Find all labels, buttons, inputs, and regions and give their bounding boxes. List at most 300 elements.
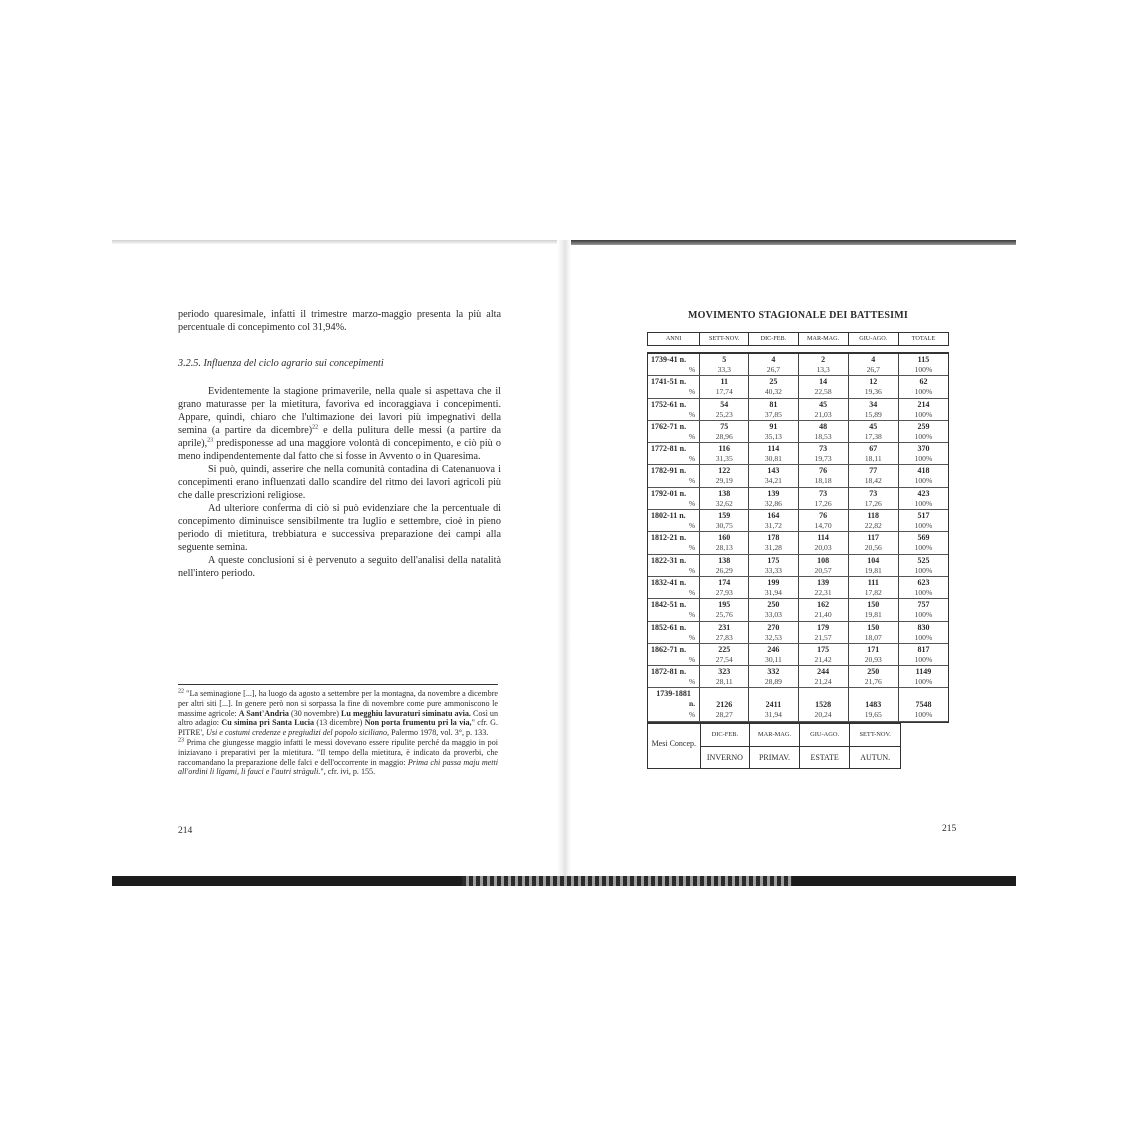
row-value-cell <box>799 666 849 687</box>
row-count: 225 <box>718 644 731 654</box>
row-value-cell <box>799 421 849 442</box>
row-percent: 33,03 <box>764 610 782 620</box>
total-percent: 31,94 <box>764 710 782 720</box>
legend-season-2: PRIMAV. <box>758 752 791 762</box>
row-count: 332 <box>767 667 780 677</box>
header-totale: TOTALE <box>911 335 936 342</box>
row-percent: 100% <box>914 654 933 664</box>
row-percent: 33,33 <box>764 565 782 575</box>
paragraph-1 <box>178 385 501 463</box>
legend-month-3: GIU-AGO. <box>800 724 850 747</box>
spacer <box>700 688 748 699</box>
legend-month-4: SETT-NOV. <box>850 724 900 747</box>
row-count: 175 <box>767 555 780 565</box>
row-value-cell <box>849 376 899 397</box>
row-percent: 31,28 <box>764 543 782 553</box>
row-count: 757 <box>917 600 930 610</box>
row-count: 116 <box>718 444 731 454</box>
row-years: 1822-31 n. <box>651 555 687 565</box>
row-count: 67 <box>869 444 878 454</box>
paragraph-1-text-c: predisponesse ad una maggiore volontà di concepimento, e ciò più o meno indipendentemente dal fatto che si fosse in Avvento o in Quaresima. <box>178 438 501 462</box>
row-value-cell <box>799 577 849 598</box>
row-value-cell <box>849 644 899 665</box>
row-count: 12 <box>869 377 878 387</box>
row-percent: 26,7 <box>766 365 781 374</box>
row-percent-label: % <box>688 677 696 687</box>
row-count: 323 <box>718 667 731 677</box>
row-count: 5 <box>722 355 727 364</box>
row-years: 1739-41 n. <box>651 355 687 364</box>
row-count: 830 <box>917 622 930 632</box>
row-percent: 18,07 <box>864 632 882 642</box>
row-value-cell <box>700 666 749 687</box>
row-value-cell <box>749 532 798 553</box>
row-years-cell <box>648 421 700 442</box>
row-count: 250 <box>867 667 880 677</box>
total-percent-label: % <box>688 709 696 719</box>
row-percent: 25,76 <box>715 610 733 620</box>
spacer <box>849 688 898 699</box>
row-percent: 34,21 <box>764 476 782 486</box>
row-percent: 18,53 <box>814 431 832 441</box>
row-count: 111 <box>867 577 879 587</box>
row-value-cell <box>899 555 948 576</box>
row-count: 4 <box>771 355 776 364</box>
row-count: 246 <box>767 644 780 654</box>
row-count: 114 <box>767 444 780 454</box>
row-count: 418 <box>917 466 930 476</box>
book-gutter <box>557 240 571 876</box>
row-years-cell <box>648 555 700 576</box>
row-percent: 17,26 <box>814 498 832 508</box>
row-value-cell <box>749 354 798 375</box>
row-value-cell <box>749 465 798 486</box>
page-top-edge-right <box>564 240 1016 245</box>
row-value-cell <box>700 376 749 397</box>
row-value-cell <box>700 465 749 486</box>
row-percent: 26,29 <box>715 565 733 575</box>
row-count: 45 <box>819 399 828 409</box>
row-value-cell <box>700 577 749 598</box>
footnote-ref-23: 23 <box>207 437 214 444</box>
total-count: 2411 <box>765 700 782 710</box>
footnote-22-text-d: Lu megghiu lavuraturi siminatu avia. <box>341 708 471 718</box>
row-value-cell <box>700 532 749 553</box>
table-total-row <box>648 688 948 721</box>
header-giu-ago: GIU-AGO. <box>849 333 899 345</box>
row-value-cell <box>749 488 798 509</box>
row-percent: 33,3 <box>717 365 731 374</box>
row-value-cell <box>799 555 849 576</box>
row-count: 73 <box>869 488 878 498</box>
row-count: 174 <box>718 577 731 587</box>
table-row <box>648 622 948 644</box>
table-row <box>648 465 948 487</box>
row-years-cell <box>648 577 700 598</box>
row-count: 164 <box>767 511 780 521</box>
row-count: 139 <box>817 577 830 587</box>
table-row <box>648 577 948 599</box>
total-value-cell <box>799 688 849 720</box>
row-count: 76 <box>819 466 828 476</box>
paragraph-2: Si può, quindi, asserire che nella comunità contadina di Catenanuova i concepimenti erano influenzati dallo scandire del ritmo dei lavori agricoli più che dalle prescrizioni religiose. <box>178 464 501 501</box>
row-percent: 18,18 <box>814 476 832 486</box>
row-percent: 19,81 <box>864 565 882 575</box>
table-row <box>648 376 948 398</box>
row-value-cell <box>849 555 899 576</box>
row-value-cell <box>749 399 798 420</box>
row-count: 159 <box>718 511 731 521</box>
table-row <box>648 421 948 443</box>
row-value-cell <box>899 465 948 486</box>
row-count: 54 <box>720 399 729 409</box>
row-count: 569 <box>917 533 930 543</box>
total-percent: 28,27 <box>715 710 733 720</box>
left-page-body <box>178 308 501 580</box>
row-value-cell <box>849 510 899 531</box>
footnote-22-text-c: (30 novembre) <box>288 708 342 718</box>
row-count: 2 <box>821 355 826 364</box>
row-count: 76 <box>819 511 828 521</box>
footnote-22-number: 22 <box>178 688 184 695</box>
row-value-cell <box>749 577 798 598</box>
row-value-cell <box>799 510 849 531</box>
table-header-row <box>647 332 949 346</box>
row-percent: 17,82 <box>864 587 882 597</box>
row-count: 175 <box>817 644 830 654</box>
row-value-cell <box>700 421 749 442</box>
row-value-cell <box>700 644 749 665</box>
row-percent: 15,89 <box>864 409 882 419</box>
row-years-cell <box>648 622 700 643</box>
row-years: 1802-11 n. <box>651 511 686 521</box>
row-percent: 27,83 <box>715 632 733 642</box>
row-value-cell <box>799 644 849 665</box>
row-count: 73 <box>819 488 828 498</box>
row-percent: 30,81 <box>764 454 782 464</box>
row-percent: 32,62 <box>715 498 733 508</box>
row-years-cell <box>648 510 700 531</box>
row-percent: 21,76 <box>864 677 882 687</box>
row-count: 91 <box>769 421 778 431</box>
row-count: 525 <box>917 555 930 565</box>
row-value-cell <box>899 354 948 375</box>
paragraph-3: Ad ulteriore conferma di ciò si può evidenziare che la percentuale di concepimento diminuisce sensibilmente tra luglio e settembre, cioè in pieno periodo di mietitura, trebbiatura e successiva preparazione dei campi alla seguente semina. <box>178 503 501 553</box>
spacer <box>799 688 848 699</box>
legend-month-1: DIC-FEB. <box>701 724 750 747</box>
row-years-cell <box>648 532 700 553</box>
total-value-cell <box>749 688 798 720</box>
row-value-cell <box>899 421 948 442</box>
row-value-cell <box>749 421 798 442</box>
total-value-cell <box>700 688 749 720</box>
row-value-cell <box>700 399 749 420</box>
row-years: 1772-81 n. <box>651 444 687 454</box>
row-value-cell <box>899 532 948 553</box>
row-years: 1762-71 n. <box>651 421 687 431</box>
row-years-cell <box>648 399 700 420</box>
total-count: 2126 <box>716 700 733 710</box>
section-title: 3.2.5. Influenza del ciclo agrario sui concepimenti <box>178 358 384 369</box>
row-percent: 100% <box>914 587 933 597</box>
row-percent-label: % <box>688 654 696 664</box>
row-value-cell <box>700 622 749 643</box>
table-body <box>647 352 949 723</box>
row-years: 1832-41 n. <box>651 577 687 587</box>
table-row <box>648 644 948 666</box>
row-value-cell <box>749 443 798 464</box>
paragraph-4: A queste conclusioni si è pervenuto a seguito dell'analisi della natalità nell'intero periodo. <box>178 555 501 579</box>
row-value-cell <box>749 666 798 687</box>
row-value-cell <box>700 555 749 576</box>
row-value-cell <box>849 577 899 598</box>
row-count: 1149 <box>915 667 932 677</box>
footnote-22-text-f: Cu simina pri Santa Lucia <box>221 718 315 728</box>
row-percent-label: % <box>688 587 696 597</box>
row-value-cell <box>799 488 849 509</box>
row-percent: 22,31 <box>814 587 832 597</box>
table-row <box>648 532 948 554</box>
row-percent: 32,86 <box>764 498 782 508</box>
row-percent: 17,38 <box>864 431 882 441</box>
row-value-cell <box>749 622 798 643</box>
row-count: 108 <box>817 555 830 565</box>
legend-season-1: INVERNO <box>706 752 743 762</box>
row-count: 48 <box>819 421 828 431</box>
row-value-cell <box>849 599 899 620</box>
intro-paragraph: periodo quaresimale, infatti il trimestre marzo-maggio presenta la più alta percentuale di concepimento col 31,94%. <box>178 309 501 333</box>
row-value-cell <box>749 555 798 576</box>
row-percent-label: % <box>688 610 696 620</box>
row-years: 1741-51 n. <box>651 377 687 387</box>
table-title: MOVIMENTO STAGIONALE DEI BATTESIMI <box>688 310 908 321</box>
row-percent: 31,72 <box>764 521 782 531</box>
row-percent: 19,81 <box>864 610 882 620</box>
row-count: 139 <box>767 488 780 498</box>
row-years-cell <box>648 666 700 687</box>
row-value-cell <box>700 354 749 375</box>
row-count: 118 <box>867 511 880 521</box>
row-count: 179 <box>817 622 830 632</box>
row-percent-label: % <box>688 387 696 397</box>
legend-season-4: AUTUN. <box>860 752 891 762</box>
row-years: 1792-01 n. <box>651 488 687 498</box>
row-percent: 100% <box>914 610 933 620</box>
row-value-cell <box>799 622 849 643</box>
total-percent: 20,24 <box>814 710 832 720</box>
row-percent: 100% <box>914 431 933 441</box>
row-percent-label: % <box>688 543 696 553</box>
row-value-cell <box>899 443 948 464</box>
row-percent: 19,73 <box>814 454 832 464</box>
row-percent-label: % <box>688 565 696 575</box>
row-years: 1812-21 n. <box>651 533 687 543</box>
total-count: 1483 <box>865 700 882 710</box>
total-value-cell <box>899 688 948 720</box>
row-count: 244 <box>817 667 830 677</box>
row-value-cell <box>899 488 948 509</box>
table-row <box>648 399 948 421</box>
row-percent: 30,11 <box>765 654 782 664</box>
row-percent: 27,93 <box>715 587 733 597</box>
row-value-cell <box>799 532 849 553</box>
row-value-cell <box>899 376 948 397</box>
row-percent: 29,19 <box>715 476 733 486</box>
paragraph-1-text-b: e della pulitura delle messi (a partire da aprile), <box>178 425 502 449</box>
footnote-22-text-a: "La seminagione [...], ha luogo da agosto a settembre per la montagna, da novembre a dicembre per altri siti [...]. In genere però non si sorpassa la fine di novembre come pure ammoniscono le massime agricole: <box>178 689 498 718</box>
paragraph-1-text-a: Evidentemente la stagione primaverile, nella quale si aspettava che il grano maturasse per la mietitura, favoriva ed incoraggiava i concepimenti. Appare, quindi, chiaro che l'ultimazione dei lavori più impegnativi della semina (a partire da dicembre) <box>178 386 501 436</box>
row-percent-label: % <box>688 632 696 642</box>
row-count: 117 <box>867 533 880 543</box>
scanner-edge-stripes <box>462 876 792 886</box>
row-count: 423 <box>917 488 930 498</box>
footnote-22-text-i: " cfr. G. PITRE', <box>178 718 499 738</box>
row-value-cell <box>849 465 899 486</box>
row-value-cell <box>749 376 798 397</box>
row-percent: 21,57 <box>814 632 832 642</box>
footnote-23-text-b: Prima chi passa maju metti all'ordini li ligami, li fauci e l'autri stràguli. <box>178 757 499 777</box>
row-value-cell <box>899 577 948 598</box>
row-count: 114 <box>817 533 829 543</box>
footnote-22-text-k: Palermo 1978, vol. 3°, p. 133. <box>389 728 489 738</box>
row-value-cell <box>749 510 798 531</box>
row-value-cell <box>700 599 749 620</box>
row-value-cell <box>799 376 849 397</box>
legend-label: Mesi Concep. <box>648 724 701 768</box>
row-percent: 18,42 <box>864 476 882 486</box>
legend-col-2 <box>750 724 800 768</box>
row-percent: 14,70 <box>814 521 832 531</box>
row-count: 45 <box>869 421 878 431</box>
row-percent-label: % <box>688 521 696 531</box>
row-percent: 100% <box>914 632 933 642</box>
row-count: 195 <box>718 600 731 610</box>
row-years-cell <box>648 376 700 397</box>
row-percent: 18,11 <box>864 454 882 464</box>
spacer <box>749 688 797 699</box>
total-count: 7548 <box>915 700 932 710</box>
row-percent: 17,26 <box>864 498 882 508</box>
footnote-22-text-b: A Sant'Andria <box>238 708 289 718</box>
footnote-22-text-e: Così un altro adagio: <box>178 708 498 728</box>
row-percent: 28,13 <box>715 543 733 553</box>
row-years: 1872-81 n. <box>651 667 687 677</box>
row-value-cell <box>899 599 948 620</box>
row-percent: 20,03 <box>814 543 832 553</box>
row-percent: 20,93 <box>864 654 882 664</box>
footnote-23-number: 23 <box>178 737 184 744</box>
row-value-cell <box>899 510 948 531</box>
footnote-22 <box>178 689 498 738</box>
row-count: 34 <box>869 399 878 409</box>
table-row <box>648 666 948 688</box>
row-count: 623 <box>917 577 930 587</box>
total-percent: 19,65 <box>864 710 882 720</box>
legend-col-1 <box>701 724 751 768</box>
row-percent: 32,53 <box>764 632 782 642</box>
row-count: 171 <box>867 644 880 654</box>
row-percent: 28,96 <box>715 431 733 441</box>
row-percent: 27,54 <box>715 654 733 664</box>
row-count: 143 <box>767 466 780 476</box>
row-value-cell <box>849 488 899 509</box>
row-count: 214 <box>917 399 930 409</box>
row-count: 150 <box>867 600 880 610</box>
footnote-22-text-g: (13 dicembre) <box>314 718 365 728</box>
row-value-cell <box>849 354 899 375</box>
row-count: 817 <box>917 644 930 654</box>
row-value-cell <box>849 399 899 420</box>
row-count: 81 <box>769 399 778 409</box>
footnote-ref-22: 22 <box>312 424 319 431</box>
total-n-label: n. <box>689 699 696 709</box>
footnote-22-text-j: Usi e costumi credenze e pregiudizi del popolo siciliano, <box>206 728 390 738</box>
row-count: 250 <box>767 600 780 610</box>
legend-month-2: MAR-MAG. <box>750 724 799 747</box>
table-row <box>648 354 948 376</box>
row-years-cell <box>648 354 700 375</box>
row-years: 1782-91 n. <box>651 466 687 476</box>
table-row <box>648 488 948 510</box>
footnote-22-text-h: Non porta frumentu pri la via, <box>364 718 472 728</box>
row-percent-label: % <box>688 476 696 486</box>
row-value-cell <box>799 599 849 620</box>
row-value-cell <box>849 421 899 442</box>
row-percent: 100% <box>914 365 933 374</box>
table-row <box>648 443 948 465</box>
footnote-23 <box>178 738 498 777</box>
season-legend <box>647 723 901 769</box>
row-value-cell <box>899 666 948 687</box>
row-percent: 13,3 <box>816 365 830 374</box>
row-percent: 21,42 <box>814 654 832 664</box>
total-value-cell <box>849 688 899 720</box>
row-percent: 40,32 <box>764 387 782 397</box>
total-count: 1528 <box>815 700 832 710</box>
row-count: 162 <box>817 600 830 610</box>
row-percent: 21,24 <box>814 677 832 687</box>
row-percent: 100% <box>914 387 933 397</box>
row-percent: 26,7 <box>866 365 880 374</box>
row-percent: 37,85 <box>764 409 782 419</box>
row-percent: 30,75 <box>715 521 733 531</box>
row-percent: 100% <box>914 498 933 508</box>
row-percent: 28,11 <box>715 677 733 687</box>
row-years-cell <box>648 644 700 665</box>
row-count: 77 <box>869 466 878 476</box>
row-percent: 28,89 <box>764 677 782 687</box>
row-percent: 21,40 <box>814 610 832 620</box>
row-count: 4 <box>871 355 876 364</box>
row-percent-label: % <box>688 454 696 464</box>
row-years-cell <box>648 488 700 509</box>
row-percent: 100% <box>914 677 933 687</box>
row-count: 115 <box>917 355 930 364</box>
row-percent: 19,36 <box>864 387 882 397</box>
page-number-left: 214 <box>178 826 193 836</box>
row-value-cell <box>849 443 899 464</box>
row-years: 1752-61 n. <box>651 399 687 409</box>
row-count: 62 <box>919 377 928 387</box>
row-value-cell <box>849 532 899 553</box>
row-count: 150 <box>867 622 880 632</box>
row-percent: 22,58 <box>814 387 832 397</box>
header-dic-feb: DIC-FEB. <box>749 333 798 345</box>
row-value-cell <box>899 399 948 420</box>
row-count: 160 <box>718 533 731 543</box>
row-percent: 100% <box>914 543 933 553</box>
footnote-23-text-a: Prima che giungesse maggio infatti le messi dovevano essere ripulite perché da maggio in poi iniziavano i preparativi per la mietitura. "Il tempo della mietitura, è indicato da proverbi, che raccomandano la preparazione delle falci e dell'occorrente in maggio: <box>178 737 498 767</box>
